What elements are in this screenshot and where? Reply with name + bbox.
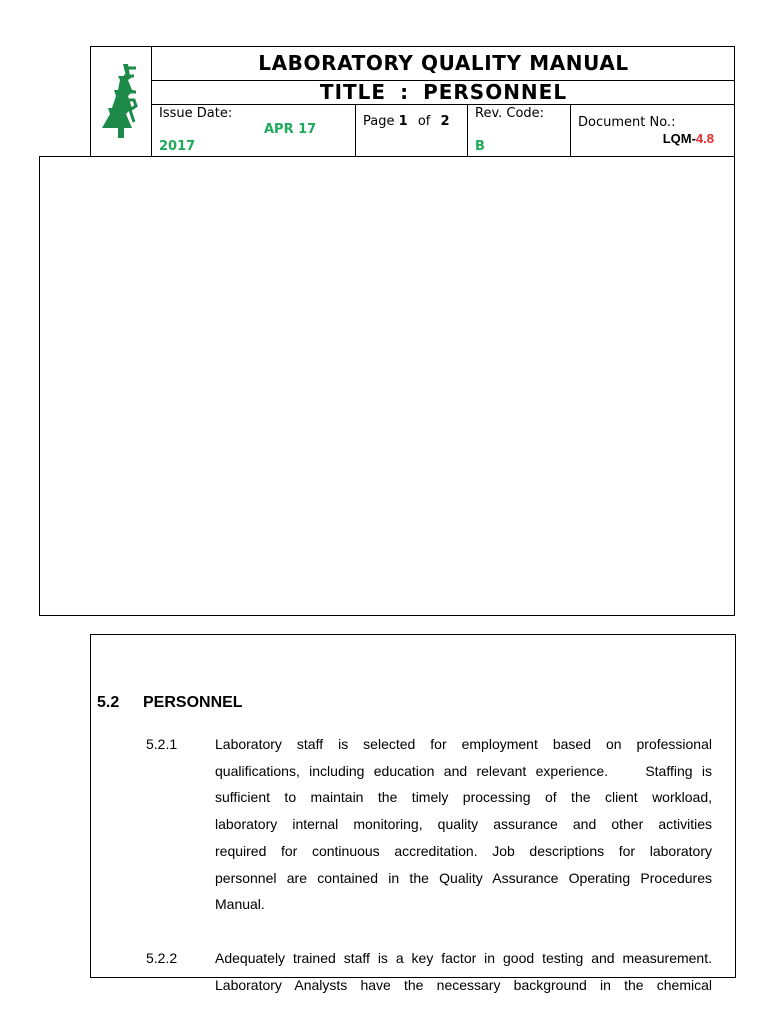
paragraph-line: laboratory internal monitoring, quality assurance and other activities [215, 816, 712, 833]
paragraph-text [215, 731, 712, 918]
paragraph-number: 5.2.1 [146, 736, 178, 752]
page-number-cell [356, 105, 468, 157]
paragraph-line: sufficient to maintain the timely processing of the client workload, [215, 789, 712, 806]
paragraph-text [215, 945, 712, 998]
title-value: PERSONNEL [423, 80, 568, 104]
section-number: 5.2 [97, 694, 120, 711]
page-label: Page [363, 114, 395, 129]
paragraph-line: Manual. [215, 896, 265, 913]
document-number-cell [571, 105, 735, 157]
rev-code-value: B [475, 139, 485, 154]
issue-date-cell [152, 105, 356, 157]
page-total: 2 [440, 114, 450, 129]
title-label: TITLE [319, 80, 387, 104]
paragraph-line: required for continuous accreditation. Job descriptions for laboratory [215, 842, 712, 859]
page-indicator [363, 114, 450, 129]
rev-code-cell [468, 105, 571, 157]
issue-date-month: APR 17 [264, 122, 317, 137]
document-title-row [152, 81, 735, 105]
paragraph-line: qualifications, including education and relevant experience. Staffing is [215, 762, 712, 779]
document-number-label: Document No.: [578, 115, 676, 130]
issue-date-label: Issue Date: [159, 106, 233, 121]
paragraph-line: Adequately trained staff is a key factor in good testing and measurement. [215, 950, 712, 966]
tree-logo [90, 46, 152, 157]
blank-frame [39, 156, 735, 616]
logo-cell [90, 46, 152, 157]
page-current: 1 [398, 114, 408, 129]
rev-code-label: Rev. Code: [475, 106, 545, 121]
page-of: of [417, 114, 431, 129]
document-number-prefix: LQM- [662, 131, 696, 146]
paragraph-line: personnel are contained in the Quality Assurance Operating Procedures [215, 869, 712, 886]
section-title: PERSONNEL [143, 694, 243, 711]
paragraph-line: Laboratory staff is selected for employment based on professional [215, 736, 712, 752]
document-number [663, 131, 714, 146]
issue-date-year: 2017 [159, 139, 196, 154]
paragraph-number: 5.2.2 [146, 950, 178, 966]
title-separator: : [400, 80, 410, 104]
document-number-suffix: 4.8 [695, 131, 714, 146]
paragraph-line: Laboratory Analysts have the necessary background in the chemical [215, 976, 712, 993]
manual-title: LABORATORY QUALITY MANUAL [152, 46, 735, 81]
